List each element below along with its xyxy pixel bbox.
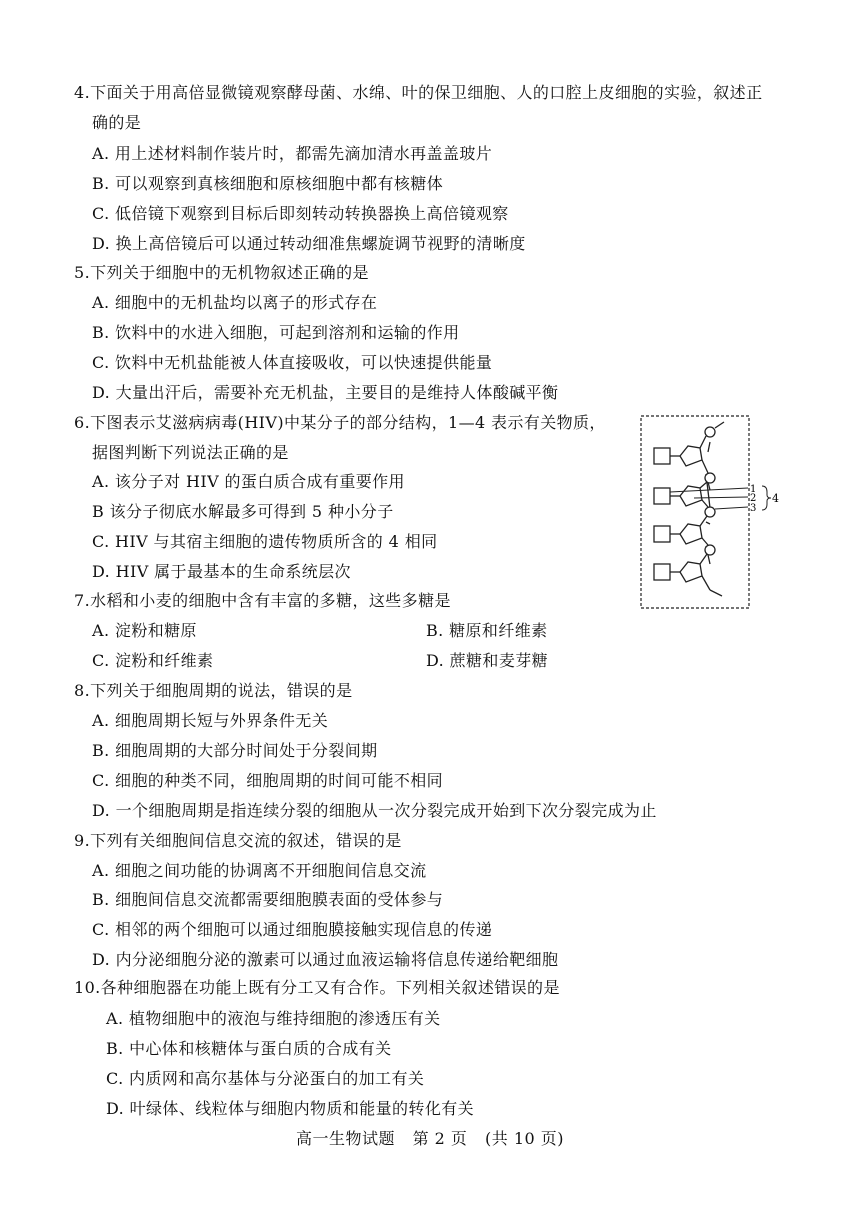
question-5-option-c: C. 饮料中无机盐能被人体直接吸收，可以快速提供能量 <box>92 353 493 372</box>
question-4-option-a: A. 用上述材料制作装片时，都需先滴加清水再盖盖玻片 <box>92 144 493 163</box>
question-4-option-c: C. 低倍镜下观察到目标后即刻转动转换器换上高倍镜观察 <box>92 204 509 223</box>
phosphate-circle-3 <box>705 507 715 517</box>
question-8-option-c: C. 细胞的种类不同，细胞周期的时间可能不相同 <box>92 771 444 790</box>
base-square-2 <box>654 488 670 504</box>
question-6-option-b: B 该分子彻底水解最多可得到 5 种小分子 <box>92 502 394 521</box>
question-9-stem: 9.下列有关细胞间信息交流的叙述，错误的是 <box>74 831 402 850</box>
footer-subject: 高一生物试题 <box>295 1129 395 1148</box>
rna-structure-diagram <box>640 414 780 610</box>
question-7-option-a: A. 淀粉和糖原 <box>92 621 197 640</box>
question-9-option-d: D. 内分泌细胞分泌的激素可以通过血液运输将信息传递给靶细胞 <box>92 950 559 969</box>
question-8-option-d: D. 一个细胞周期是指连续分裂的细胞从一次分裂完成开始到下次分裂完成为止 <box>92 801 657 820</box>
question-10-option-a: A. 植物细胞中的液泡与维持细胞的渗透压有关 <box>106 1009 441 1028</box>
question-9-option-c: C. 相邻的两个细胞可以通过细胞膜接触实现信息的传递 <box>92 920 493 939</box>
question-6-option-a: A. 该分子对 HIV 的蛋白质合成有重要作用 <box>92 472 405 491</box>
question-7-option-c: C. 淀粉和纤维素 <box>92 651 214 670</box>
question-8-option-a: A. 细胞周期长短与外界条件无关 <box>92 711 329 730</box>
sugar-pentagon-3 <box>680 524 702 544</box>
label-1: 1 <box>750 484 757 495</box>
question-8-stem: 8.下列关于细胞周期的说法，错误的是 <box>74 681 353 700</box>
label-4: 4 <box>772 492 779 505</box>
diagram-nucleotides <box>654 422 724 596</box>
question-4-stem-line-1: 4.下面关于用高倍显微镜观察酵母菌、水绵、叶的保卫细胞、人的口腔上皮细胞的实验，叙述正 <box>74 83 763 102</box>
question-6-stem-line-1: 6.下图表示艾滋病病毒(HIV)中某分子的部分结构，1—4 表示有关物质， <box>74 413 606 432</box>
footer-total-pages: (共 10 页) <box>485 1129 565 1148</box>
question-10-option-c: C. 内质网和高尔基体与分泌蛋白的加工有关 <box>106 1069 425 1088</box>
page-footer <box>0 1124 860 1154</box>
phosphate-circle-4 <box>705 545 715 555</box>
question-10-option-d: D. 叶绿体、线粒体与细胞内物质和能量的转化有关 <box>106 1099 475 1118</box>
base-square-3 <box>654 526 670 542</box>
sugar-pentagon-4 <box>680 562 702 582</box>
question-7-stem: 7.水稻和小麦的细胞中含有丰富的多糖，这些多糖是 <box>74 591 451 610</box>
question-5-stem: 5.下列关于细胞中的无机物叙述正确的是 <box>74 263 369 282</box>
question-6-option-d: D. HIV 属于最基本的生命系统层次 <box>92 562 351 581</box>
sugar-pentagon-1 <box>680 446 702 466</box>
base-square-1 <box>654 448 670 464</box>
sugar-pentagon-2 <box>680 486 702 506</box>
question-10-option-b: B. 中心体和核糖体与蛋白质的合成有关 <box>106 1039 392 1058</box>
question-8-option-b: B. 细胞周期的大部分时间处于分裂间期 <box>92 741 378 760</box>
question-7-option-d: D. 蔗糖和麦芽糖 <box>426 651 549 670</box>
phosphate-circle-1 <box>705 427 715 437</box>
question-7-option-b: B. 糖原和纤维素 <box>426 621 548 640</box>
label-2: 2 <box>750 493 757 504</box>
question-5-option-b: B. 饮料中的水进入细胞，可起到溶剂和运输的作用 <box>92 323 460 342</box>
question-5-option-a: A. 细胞中的无机盐均以离子的形式存在 <box>92 293 378 312</box>
question-6-stem-line-2: 据图判断下列说法正确的是 <box>92 443 289 462</box>
question-4-option-b: B. 可以观察到真核细胞和原核细胞中都有核糖体 <box>92 174 444 193</box>
question-4-option-d: D. 换上高倍镜后可以通过转动细准焦螺旋调节视野的清晰度 <box>92 234 526 253</box>
base-square-4 <box>654 564 670 580</box>
question-5-option-d: D. 大量出汗后，需要补充无机盐，主要目的是维持人体酸碱平衡 <box>92 383 559 402</box>
question-9-option-a: A. 细胞之间功能的协调离不开细胞间信息交流 <box>92 861 427 880</box>
question-10-stem: 10.各种细胞器在功能上既有分工又有合作。下列相关叙述错误的是 <box>74 978 560 997</box>
question-4-stem-line-2: 确的是 <box>92 113 142 132</box>
question-6-option-c: C. HIV 与其宿主细胞的遗传物质所含的 4 相同 <box>92 532 438 551</box>
label-3: 3 <box>750 503 757 514</box>
question-9-option-b: B. 细胞间信息交流都需要细胞膜表面的受体参与 <box>92 890 444 909</box>
phosphate-circle-2 <box>705 473 715 483</box>
footer-page-number: 第 2 页 <box>412 1129 468 1148</box>
